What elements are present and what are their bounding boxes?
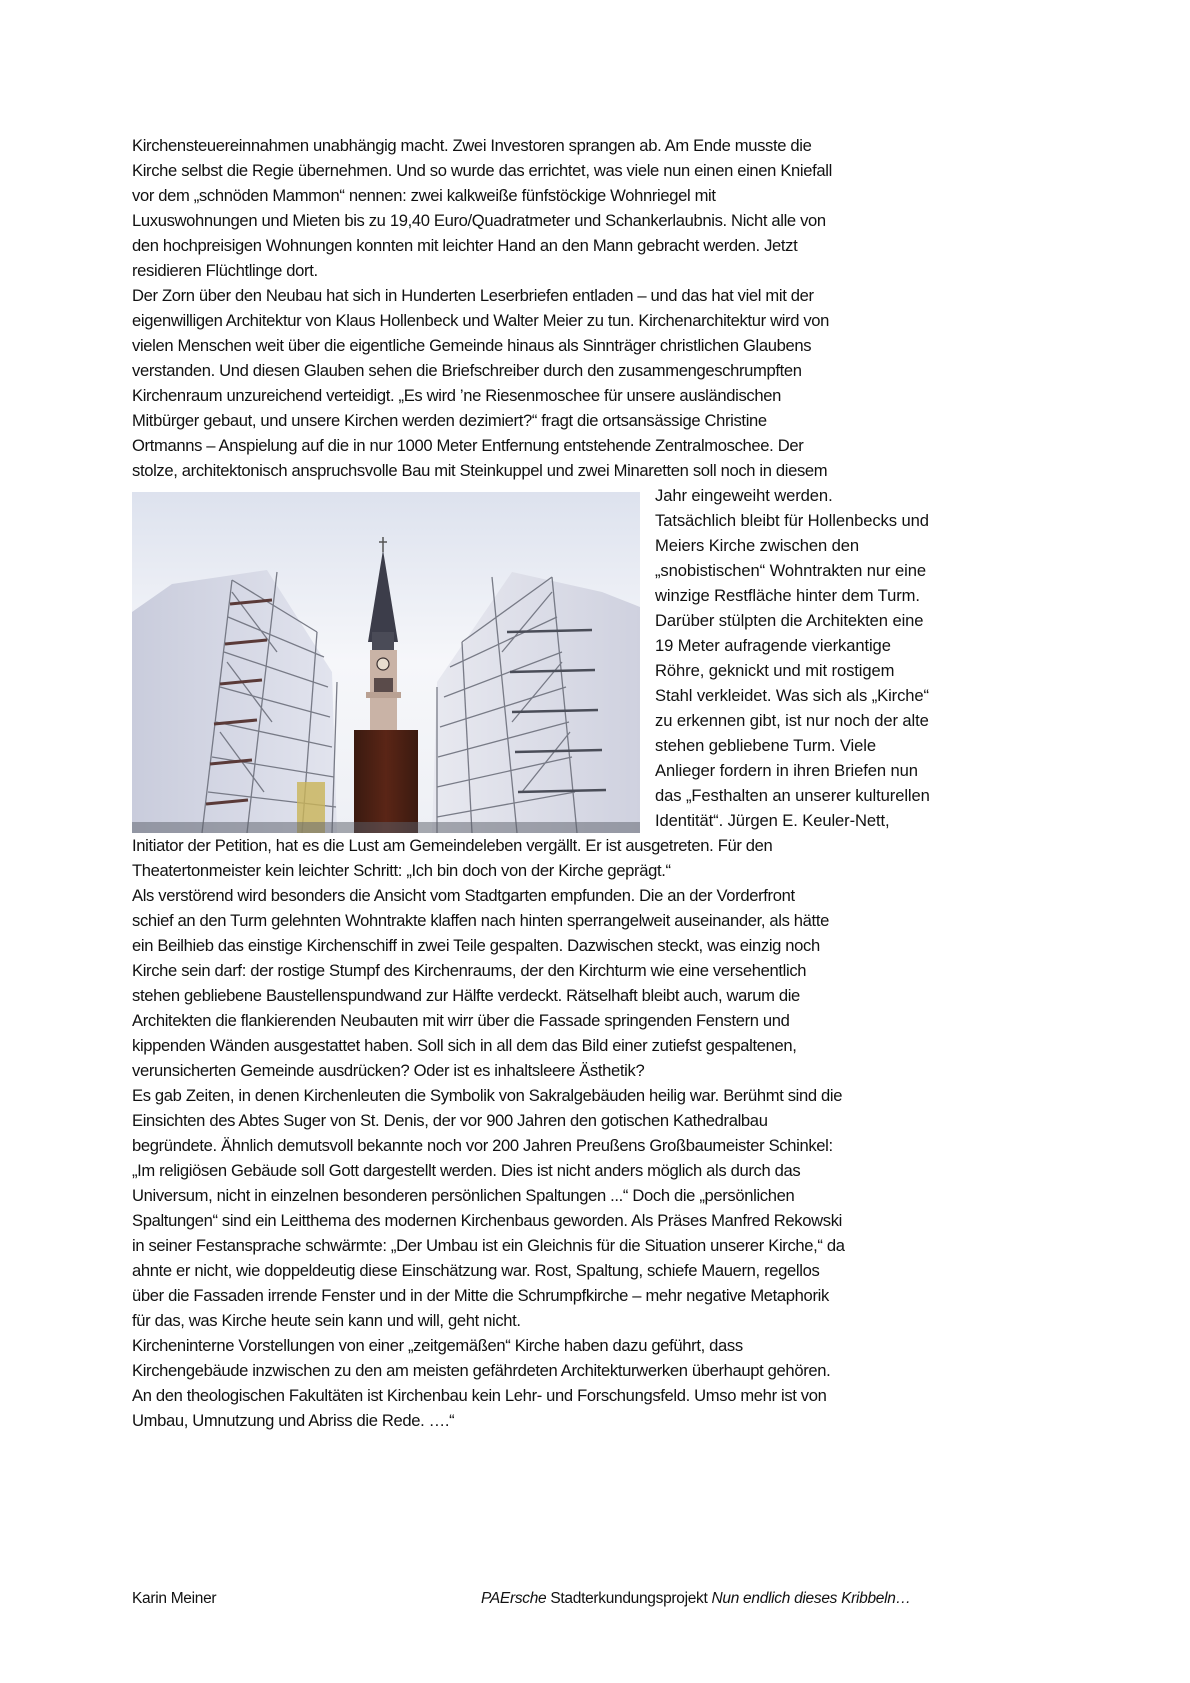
footer-project — [481, 1589, 911, 1609]
text-line: Umbau, Umnutzung und Abriss die Rede. ….“ — [132, 1411, 455, 1430]
text-line: ahnte er nicht, wie doppeldeutig diese Einschätzung war. Rost, Spaltung, schiefe Mauern, regellos — [132, 1261, 820, 1280]
text-line: Theatertonmeister kein leichter Schritt: „Ich bin doch von der Kirche geprägt.“ — [132, 861, 671, 880]
footer-project-title: Nun endlich dieses Kribbeln… — [711, 1590, 911, 1607]
text-line: schief an den Turm gelehnten Wohntrakte klaffen nach hinten sperrangelweit auseinander, als hätte — [132, 911, 829, 930]
text-line: für das, was Kirche heute sein kann und will, geht nicht. — [132, 1311, 521, 1330]
text-line: verunsicherten Gemeinde ausdrücken? Oder ist es inhaltsleere Ästhetik? — [132, 1061, 645, 1080]
text-line: das „Festhalten an unserer kulturellen — [655, 786, 930, 805]
church-photo — [132, 492, 640, 833]
footer-project-middle: Stadterkundungsprojekt — [546, 1590, 712, 1607]
article-body-top — [132, 133, 992, 483]
article-body-bottom — [132, 833, 992, 1433]
text-line: Kirchengebäude inzwischen zu den am meisten gefährdeten Architekturwerken überhaupt gehören. — [132, 1361, 831, 1380]
article-body-beside-photo — [655, 483, 995, 833]
text-line: den hochpreisigen Wohnungen konnten mit leichter Hand an den Mann gebracht werden. Jetzt — [132, 236, 798, 255]
text-line: verstanden. Und diesen Glauben sehen die Briefschreiber durch den zusammengeschrumpften — [132, 361, 802, 380]
text-line: kippenden Wänden ausgestattet haben. Soll sich in all dem das Bild einer zutiefst gespaltenen, — [132, 1036, 797, 1055]
text-line: Initiator der Petition, hat es die Lust am Gemeindeleben vergällt. Er ist ausgetreten. Für den — [132, 836, 773, 855]
text-line: Der Zorn über den Neubau hat sich in Hunderten Leserbriefen entladen – und das hat viel mit der — [132, 286, 814, 305]
text-line: eigenwilligen Architektur von Klaus Hollenbeck und Walter Meier zu tun. Kirchenarchitektur wird von — [132, 311, 830, 330]
text-line: ein Beilhieb das einstige Kirchenschiff in zwei Teile gespalten. Dazwischen steckt, was einzig noch — [132, 936, 820, 955]
text-line: residieren Flüchtlinge dort. — [132, 261, 318, 280]
text-line: „snobistischen“ Wohntrakten nur eine — [655, 561, 926, 580]
footer-author: Karin Meiner — [132, 1590, 217, 1607]
text-line: Es gab Zeiten, in denen Kirchenleuten die Symbolik von Sakralgebäuden heilig war. Berühmt sind die — [132, 1086, 843, 1105]
text-line: stolze, architektonisch anspruchsvolle Bau mit Steinkuppel und zwei Minaretten soll noch in diesem — [132, 461, 828, 480]
text-line: stehen gebliebene Turm. Viele — [655, 736, 876, 755]
text-line: Architekten die flankierenden Neubauten mit wirr über die Fassade springenden Fenstern und — [132, 1011, 790, 1030]
text-line: „Im religiösen Gebäude soll Gott dargestellt werden. Dies ist nicht anders möglich als durch das — [132, 1161, 801, 1180]
text-line: 19 Meter aufragende vierkantige — [655, 636, 891, 655]
text-line: begründete. Ähnlich demutsvoll bekannte noch vor 200 Jahren Preußens Großbaumeister Schinkel: — [132, 1136, 833, 1155]
text-line: Als verstörend wird besonders die Ansicht vom Stadtgarten empfunden. Die an der Vorderfront — [132, 886, 795, 905]
text-line: Jahr eingeweiht werden. — [655, 486, 833, 505]
text-line: Spaltungen“ sind ein Leitthema des modernen Kirchenbaus geworden. Als Präses Manfred Rekowski — [132, 1211, 842, 1230]
footer-project-prefix: PAErsche — [481, 1590, 547, 1607]
text-line: Anlieger fordern in ihren Briefen nun — [655, 761, 918, 780]
text-line: winzige Restfläche hinter dem Turm. — [655, 586, 920, 605]
text-line: in seiner Festansprache schwärmte: „Der Umbau ist ein Gleichnis für die Situation unserer Kirche,“ da — [132, 1236, 845, 1255]
text-line: vor dem „schnöden Mammon“ nennen: zwei kalkweiße fünfstöckige Wohnriegel mit — [132, 186, 716, 205]
text-line: Einsichten des Abtes Suger von St. Denis, der vor 900 Jahren den gotischen Kathedralbau — [132, 1111, 768, 1130]
text-line: über die Fassaden irrende Fenster und in der Mitte die Schrumpfkirche – mehr negative Metaphorik — [132, 1286, 829, 1305]
text-line: Identität“. Jürgen E. Keuler-Nett, — [655, 811, 890, 830]
text-line: Kirche selbst die Regie übernehmen. Und so wurde das errichtet, was viele nun einen einen Kniefall — [132, 161, 832, 180]
text-line: stehen gebliebene Baustellenspundwand zur Hälfte verdeckt. Rätselhaft bleibt auch, warum die — [132, 986, 800, 1005]
text-line: Meiers Kirche zwischen den — [655, 536, 859, 555]
text-line: Luxuswohnungen und Mieten bis zu 19,40 Euro/Quadratmeter und Schankerlaubnis. Nicht alle von — [132, 211, 826, 230]
text-line: Stahl verkleidet. Was sich als „Kirche“ — [655, 686, 929, 705]
text-line: Ortmanns – Anspielung auf die in nur 1000 Meter Entfernung entstehende Zentralmoschee. Der — [132, 436, 804, 455]
text-line: Kirche sein darf: der rostige Stumpf des Kirchenraums, der den Kirchturm wie eine versehentlich — [132, 961, 807, 980]
text-line: An den theologischen Fakultäten ist Kirchenbau kein Lehr- und Forschungsfeld. Umso mehr ist von — [132, 1386, 827, 1405]
text-line: Tatsächlich bleibt für Hollenbecks und — [655, 511, 929, 530]
text-line: Darüber stülpten die Architekten eine — [655, 611, 924, 630]
text-line: Mitbürger gebaut, und unsere Kirchen werden dezimiert?“ fragt die ortsansässige Christine — [132, 411, 767, 430]
text-line: Universum, nicht in einzelnen besonderen persönlichen Spaltungen ...“ Doch die „persönlichen — [132, 1186, 795, 1205]
text-line: vielen Menschen weit über die eigentliche Gemeinde hinaus als Sinnträger christlichen Glaubens — [132, 336, 812, 355]
text-line: Röhre, geknickt und mit rostigem — [655, 661, 895, 680]
text-line: Kircheninterne Vorstellungen von einer „zeitgemäßen“ Kirche haben dazu geführt, dass — [132, 1336, 743, 1355]
text-line: Kirchensteuereinnahmen unabhängig macht. Zwei Investoren sprangen ab. Am Ende musste die — [132, 136, 812, 155]
text-line: zu erkennen gibt, ist nur noch der alte — [655, 711, 929, 730]
text-line: Kirchenraum unzureichend verteidigt. „Es wird ’ne Riesenmoschee für unsere ausländischen — [132, 386, 781, 405]
